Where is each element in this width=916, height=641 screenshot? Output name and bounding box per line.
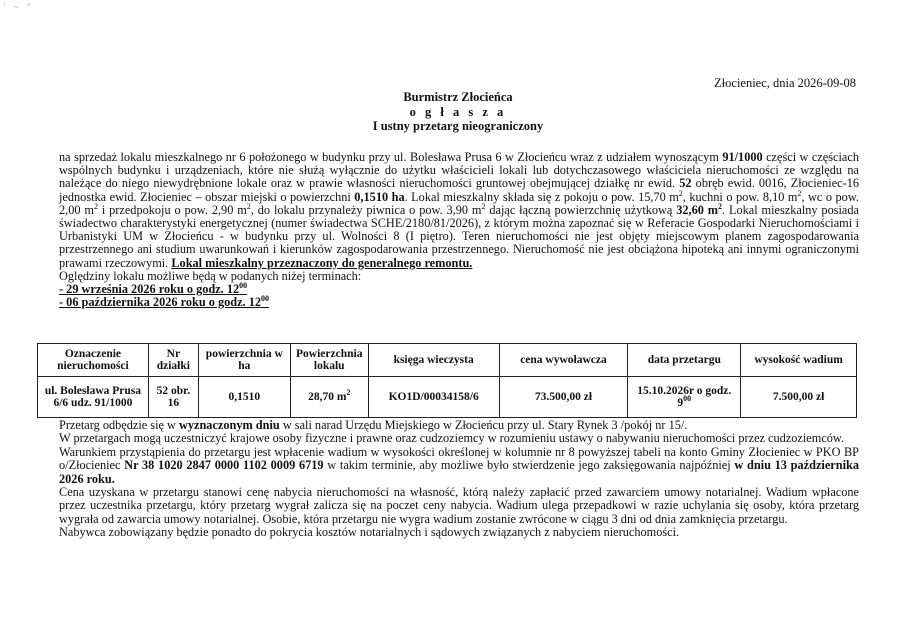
header-area-ha: powierzchnia w ha <box>198 344 290 377</box>
header-parcel: Nr działki <box>148 344 198 377</box>
auction-table <box>37 343 857 418</box>
table-header-row <box>38 344 857 377</box>
header-unit-area: Powierzchnia lokalu <box>290 344 368 377</box>
tender-location: Przetarg odbędzie się w wyznaczonym dniu w sali narad Urzędu Miejskiego w Złocieńcu przy ul. Stary Rynek 3 /pokój nr 15/. <box>59 418 688 432</box>
deposit-conditions: Warunkiem przystąpienia do przetargu jest wpłacenie wadium w wysokości określonej w kolumnie nr 8 powyższej tabeli na konto Gminy Złocieniec w PKO BP o/Złocieniec Nr 38 1020 2847 0000 1102 0009 6719 w takim terminie, aby możliwe było stwierdzenie jego zaksięgowania najpóźniej w dniu 13 października 2026 roku. <box>59 444 859 486</box>
header-deposit: wysokość wadium <box>741 344 857 377</box>
issuer-title: Burmistrz Złocieńca <box>403 90 513 104</box>
viewing-date-2: - 06 października 2026 roku o godz. $12^{00}$ <box>59 294 269 310</box>
announcement-body <box>59 151 859 309</box>
tender-conditions <box>59 419 859 540</box>
table-row <box>38 377 857 418</box>
property-description: na sprzedaż lokalu mieszkalnego nr 6 położonego w budynku przy ul. Bolesława Prusa 6 w Złocieńcu wraz z udziałem wynoszącym 91/1000 części w częściach wspólnych budynku i urządzeniach, które nie służą wyłącznie do użytku właścicieli lokali lub dotychczasowego właściciela nieruchomości ze względu na należące do niego niewydrębnione lokale oraz w prawie własności nieruchomości gruntowej obejmującej działkę nr ewid. 52 obręb ewid. 0016, Złocieniec-16 jednostka ewid. Złocieniec – obszar miejski o powierzchni 0,1510 ha. Lokal mieszkalny składa się z pokoju o pow. 15,70 $m^2$, kuchni o pow. 8,10 $m^2$, wc o pow. 2,00 $m^2$ i przedpokoju o pow. 2,90 $m^2$, do lokalu przynależy piwnica o pow. 3,90 $m^2$ dając łączną powierzchnię użytkową 32,60 $m^2$. Lokal mieszkalny posiada świadectwo charakterystyki energetycznej (numer świadectwa SCHE/2180/81/2026), z którym można zapoznać się w Referacie Gospodarki Nieruchomościami i Urbanistyki UM w Złocieńcu - w budynku przy ul. Wolności 8 (I piętro). Teren nieruchomości nie jest objęty miejscowym planem zagospodarowania przestrzennego ani studium uwarunkowań i kierunków zagospodarowania przestrzennego. Nieruchomość nie jest obciążona hipoteką ani innymi ograniczonymi prawami rzeczowymi. Lokal mieszkalny przeznaczony do generalnego remontu. <box>59 150 860 270</box>
cell-date: 15.10.2026r o godz. $9^{00}$ <box>628 377 741 418</box>
price-and-deposit-rules: Cena uzyskana w przetargu stanowi cenę nabycia nieruchomości na własność, którą należy zapłacić przed zawarciem umowy notarialnej. Wadium wpłacone przez uczestnika przetargu, który przetarg wygrał zalicza się na poczet ceny nabycia. Wadium ulega przepadkowi w razie uchylania się osoby, która przetarg wygrała od zawarcia umowy notarialnej. Osobie, która przetargu nie wygra wadium zostanie zwrócone w ciągu 3 dni od dnia zamknięcia przetargu. <box>59 485 859 526</box>
header-property: Oznaczenie nieruchomości <box>38 344 149 377</box>
date-line: Złocieniec, dnia 2026-09-08 <box>714 76 856 90</box>
cell-parcel: 52 obr. 16 <box>148 377 198 418</box>
announces-label: o g ł a s z a <box>409 104 507 119</box>
cell-area-ha: 0,1510 <box>198 377 290 418</box>
cell-land-register: KO1D/00034158/6 <box>368 377 499 418</box>
viewing-intro: Oględziny lokalu możliwe będą w podanych niżej terminach: <box>59 268 362 283</box>
tender-title: I ustny przetarg nieograniczony <box>372 119 544 133</box>
header-date: data przetargu <box>628 344 741 377</box>
scan-artifact: ' ~ " <box>4 2 34 12</box>
buyer-costs: Nabywca zobowiązany będzie ponadto do pokrycia kosztów notarialnych i sądowych związanych z nabyciem nieruchomości. <box>59 525 680 540</box>
cell-property: ul. Bolesława Prusa 6/6 udz. 91/1000 <box>38 377 149 418</box>
announcement-header <box>0 90 916 134</box>
cell-price: 73.500,00 zł <box>499 377 628 418</box>
viewing-date-1: - 29 września 2026 roku o godz. $12^{00}$ <box>59 280 248 297</box>
eligible-participants: W przetargach mogą uczestniczyć krajowe osoby fizyczne i prawne oraz cudzoziemcy w rozumieniu ustawy o nabywaniu nieruchomości przez cudzoziemców. <box>59 431 845 446</box>
header-land-register: księga wieczysta <box>368 344 499 377</box>
cell-unit-area: 28,70 $m^2$ <box>290 377 368 418</box>
cell-deposit: 7.500,00 zł <box>741 377 857 418</box>
header-price: cena wywoławcza <box>499 344 628 377</box>
renovation-notice: Lokal mieszkalny przeznaczony do generalnego remontu. <box>171 255 473 270</box>
